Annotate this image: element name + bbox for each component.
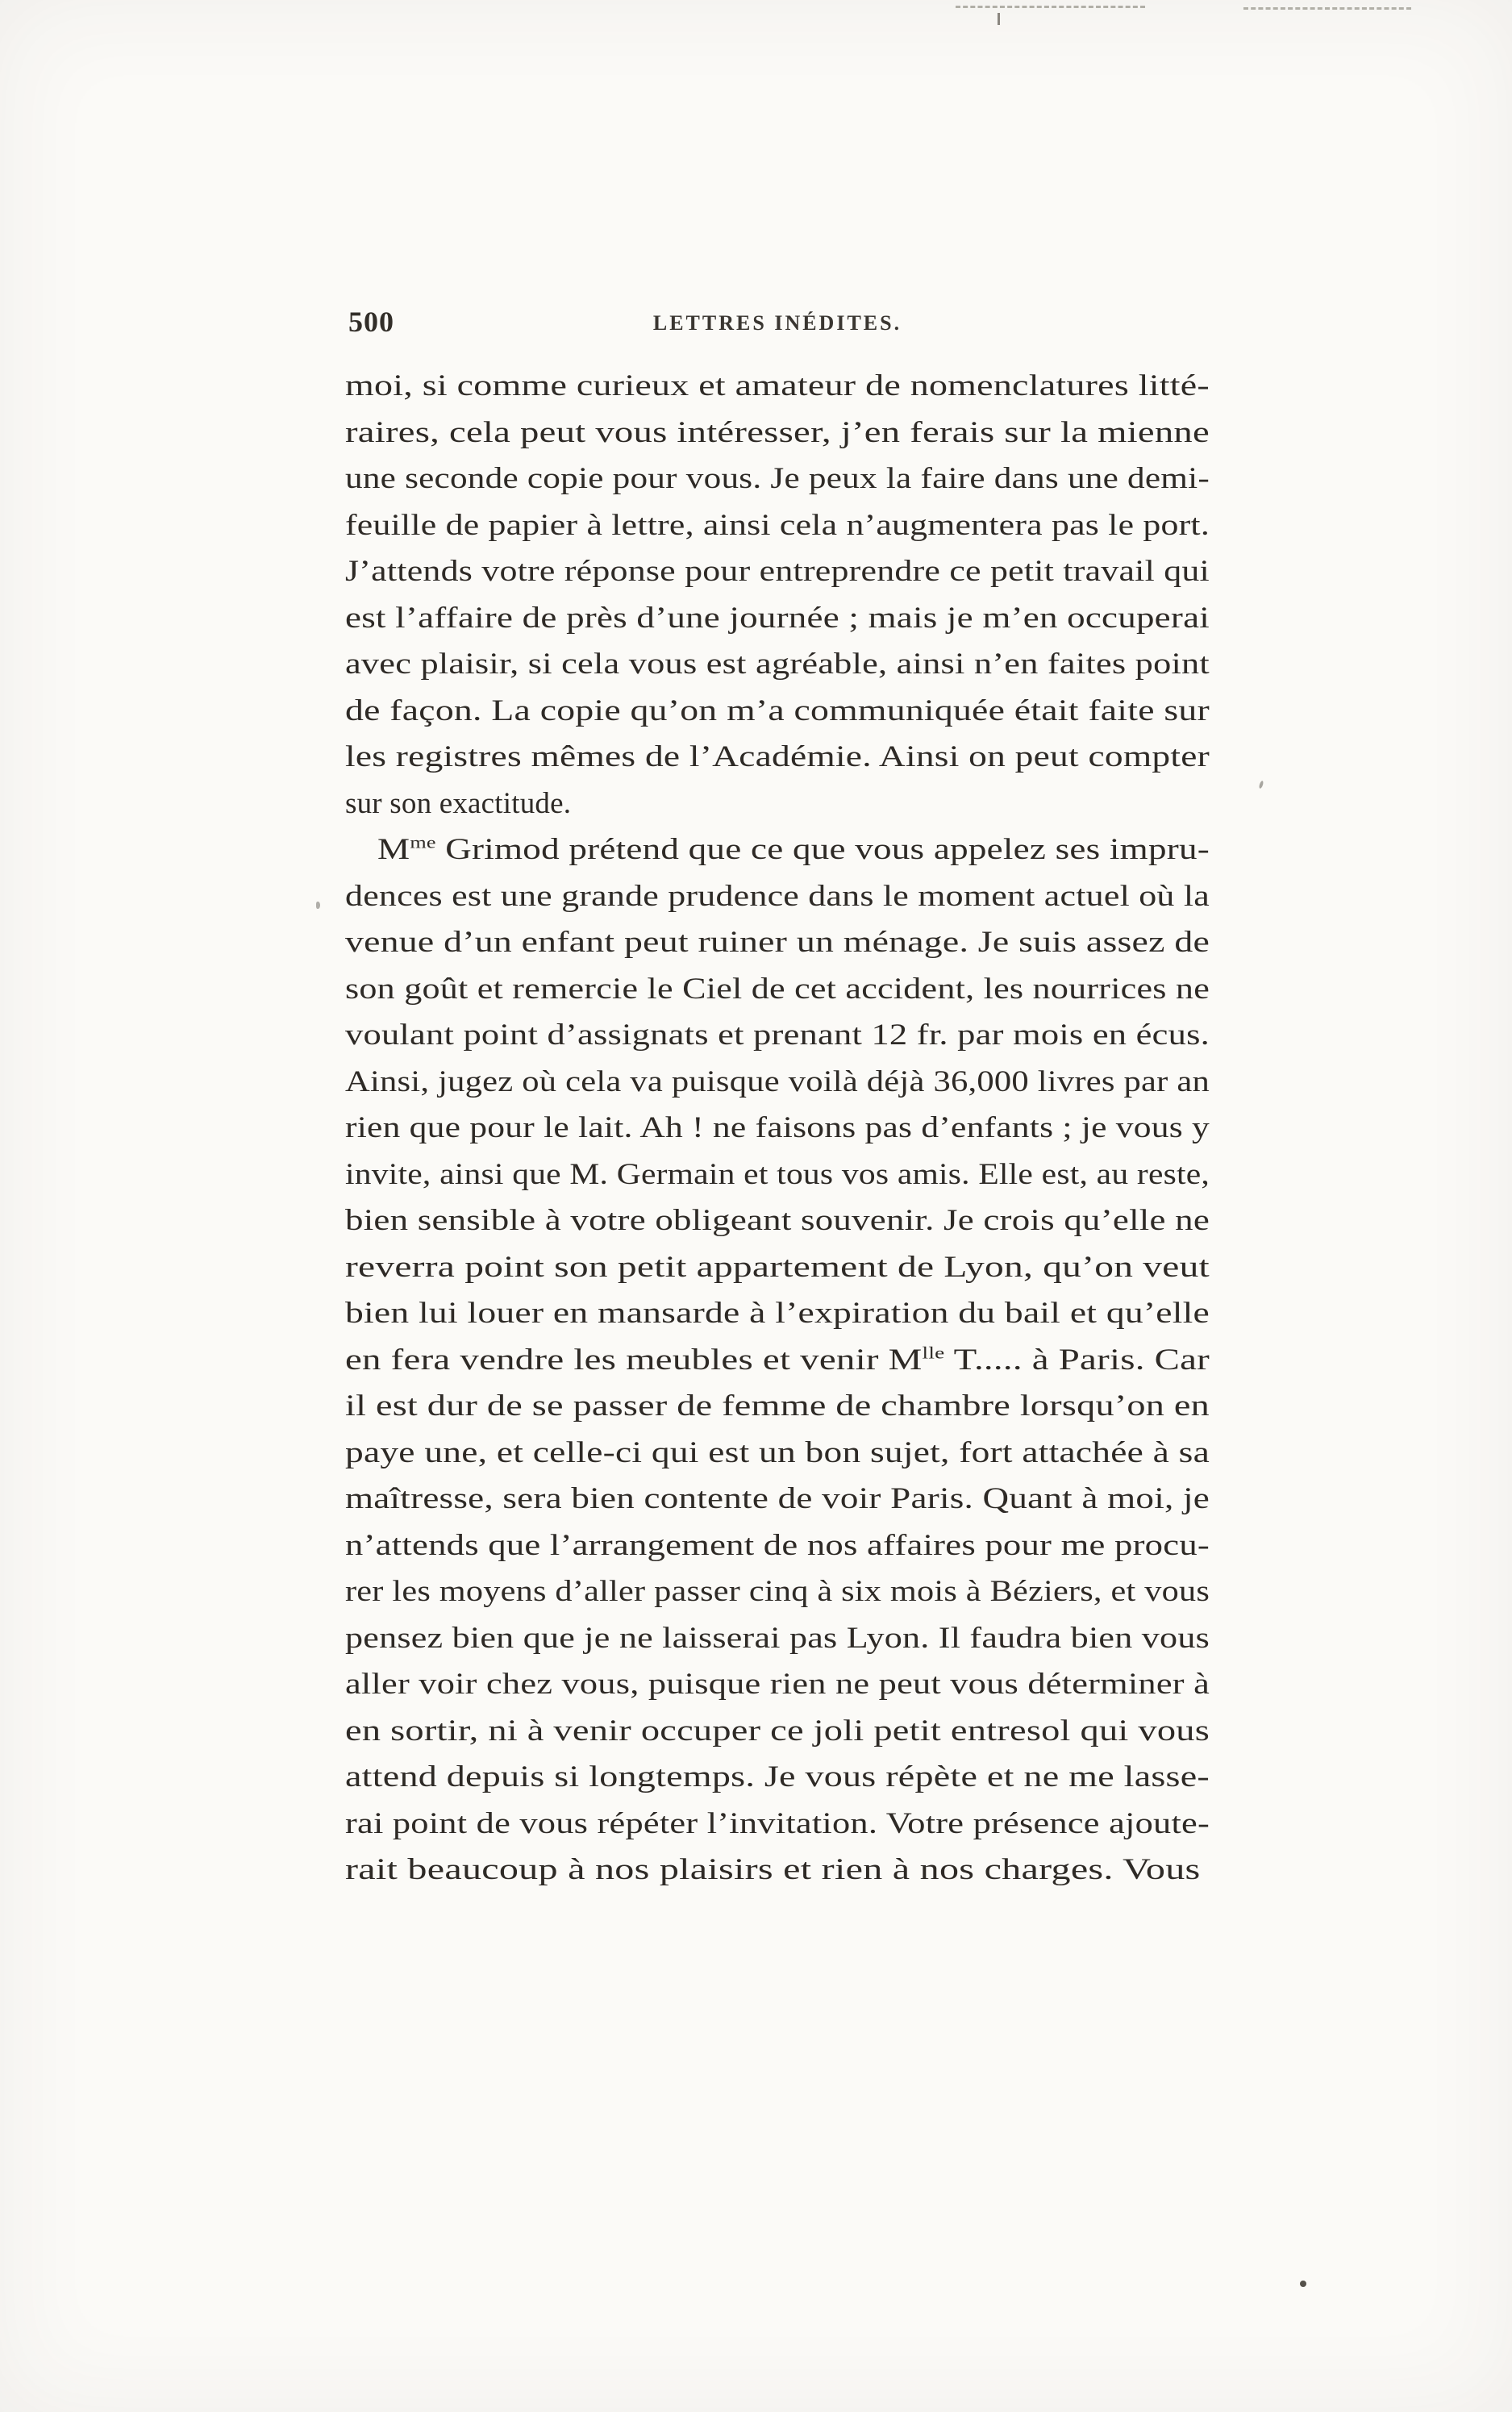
paragraph — [345, 827, 1210, 1893]
text-line — [345, 1198, 1210, 1244]
text-line-content: les registres mêmes de l’Académie. Ainsi on peut compter — [345, 740, 1210, 773]
text-line — [345, 1661, 1210, 1708]
text-line-content: voulant point d’assignats et prenant 12 fr. par mois en écus. — [345, 1019, 1210, 1052]
text-line — [345, 781, 1210, 827]
scan-artifact-dash — [956, 6, 1145, 8]
text-line-content: invite, ainsi que M. Germain et tous vos amis. Elle est, au reste, — [345, 1157, 1210, 1191]
text-line-content: bien sensible à votre obligeant souvenir. Je crois qu’elle ne — [345, 1204, 1210, 1237]
text-line — [345, 548, 1210, 595]
text-line — [345, 1430, 1210, 1477]
text-line-content: moi, si comme curieux et amateur de nomenclatures litté- — [345, 369, 1210, 402]
text-line-content: avec plaisir, si cela vous est agréable, ainsi n’en faites point — [345, 648, 1210, 681]
text-line — [345, 1847, 1210, 1893]
text-line — [345, 1059, 1210, 1106]
text-line — [345, 1708, 1210, 1755]
text-line — [345, 1244, 1210, 1291]
text-line-content: Ainsi, jugez où cela va puisque voilà déjà 36,000 livres par an — [345, 1064, 1210, 1098]
text-line-content: venue d’un enfant peut ruiner un ménage. Je suis assez de — [345, 926, 1210, 959]
text-line — [345, 1568, 1210, 1615]
scan-speckle — [1300, 2281, 1306, 2287]
text-line — [345, 873, 1210, 920]
text-line — [345, 1152, 1210, 1198]
text-line-content: une seconde copie pour vous. Je peux la faire dans une demi- — [345, 462, 1210, 495]
text-line — [345, 641, 1210, 688]
text-line-content: dences est une grande prudence dans le moment actuel où la — [345, 879, 1210, 913]
text-line-content: pensez bien que je ne laisserai pas Lyon. Il faudra bien vous — [345, 1621, 1210, 1655]
text-line-content: $M^{me}$ Grimod prétend que ce que vous appelez ses impru- — [377, 832, 1210, 866]
text-line — [345, 1615, 1210, 1662]
text-line-content: reverra point son petit appartement de Lyon, qu’on veut — [345, 1250, 1210, 1284]
text-line-content: en fera vendre les meubles et venir $M^{lle}$ T..... à Paris. Car — [345, 1343, 1210, 1377]
running-title: LETTRES INÉDITES. — [652, 311, 902, 335]
text-line-content: n’attends que l’arrangement de nos affaires pour me procu- — [345, 1528, 1210, 1562]
text-line-content: sur son exactitude. — [345, 786, 572, 820]
text-line — [345, 919, 1210, 966]
text-line-content: bien lui louer en mansarde à l’expiration du bail et qu’elle — [345, 1297, 1210, 1330]
text-line-content: est l’affaire de près d’une journée ; mais je m’en occuperai — [345, 601, 1210, 635]
text-line — [345, 363, 1210, 410]
text-line — [345, 1523, 1210, 1569]
text-line — [345, 410, 1210, 456]
scan-artifact-dash — [1243, 7, 1411, 10]
text-line — [345, 688, 1210, 735]
text-line-content: aller voir chez vous, puisque rien ne peut vous déterminer à — [345, 1668, 1210, 1701]
text-line-content: rer les moyens d’aller passer cinq à six mois à Béziers, et vous — [345, 1575, 1210, 1608]
text-line — [345, 1105, 1210, 1152]
text-line — [345, 966, 1210, 1013]
text-line — [345, 734, 1210, 781]
text-line — [345, 1754, 1210, 1801]
text-line — [345, 1801, 1210, 1848]
scan-speckle — [1259, 781, 1264, 789]
text-line-content: maîtresse, sera bien contente de voir Paris. Quant à moi, je — [345, 1482, 1210, 1515]
letter-body-text — [345, 363, 1210, 1893]
text-line — [345, 595, 1210, 642]
text-line-content: son goût et remercie le Ciel de cet accident, les nourrices ne — [345, 972, 1210, 1006]
paragraph — [345, 363, 1210, 827]
text-line — [345, 456, 1210, 502]
text-line-content: rien que pour le lait. Ah ! ne faisons pas d’enfants ; je vous y — [345, 1111, 1210, 1144]
text-line — [345, 827, 1210, 873]
text-line-content: en sortir, ni à venir occuper ce joli petit entresol qui vous — [345, 1714, 1210, 1748]
page-number: 500 — [348, 306, 394, 338]
text-line-content: de façon. La copie qu’on m’a communiquée était faite sur — [345, 694, 1210, 727]
text-line-content: rai point de vous répéter l’invitation. Votre présence ajoute- — [345, 1806, 1210, 1840]
text-line — [345, 1383, 1210, 1430]
scan-speckle — [316, 902, 320, 909]
text-line-content: feuille de papier à lettre, ainsi cela n’augmentera pas le port. — [345, 508, 1210, 542]
text-line — [345, 502, 1210, 549]
text-line-content: attend depuis si longtemps. Je vous répète et ne me lasse- — [345, 1760, 1210, 1793]
text-line-content: J’attends votre réponse pour entreprendre ce petit travail qui — [345, 555, 1210, 588]
text-line-content: paye une, et celle-ci qui est un bon sujet, fort attachée à sa — [345, 1435, 1210, 1469]
page-header — [345, 305, 1210, 353]
text-line-content: rait beaucoup à nos plaisirs et rien à nos charges. Vous — [345, 1853, 1201, 1886]
text-line-content: il est dur de se passer de femme de chambre lorsqu’on en — [345, 1389, 1210, 1423]
scan-artifact-tick — [998, 13, 1000, 25]
text-line — [345, 1012, 1210, 1059]
text-line — [345, 1337, 1210, 1384]
text-line — [345, 1476, 1210, 1523]
text-line-content: raires, cela peut vous intéresser, j’en ferais sur la mienne — [345, 415, 1210, 449]
text-line — [345, 1290, 1210, 1337]
